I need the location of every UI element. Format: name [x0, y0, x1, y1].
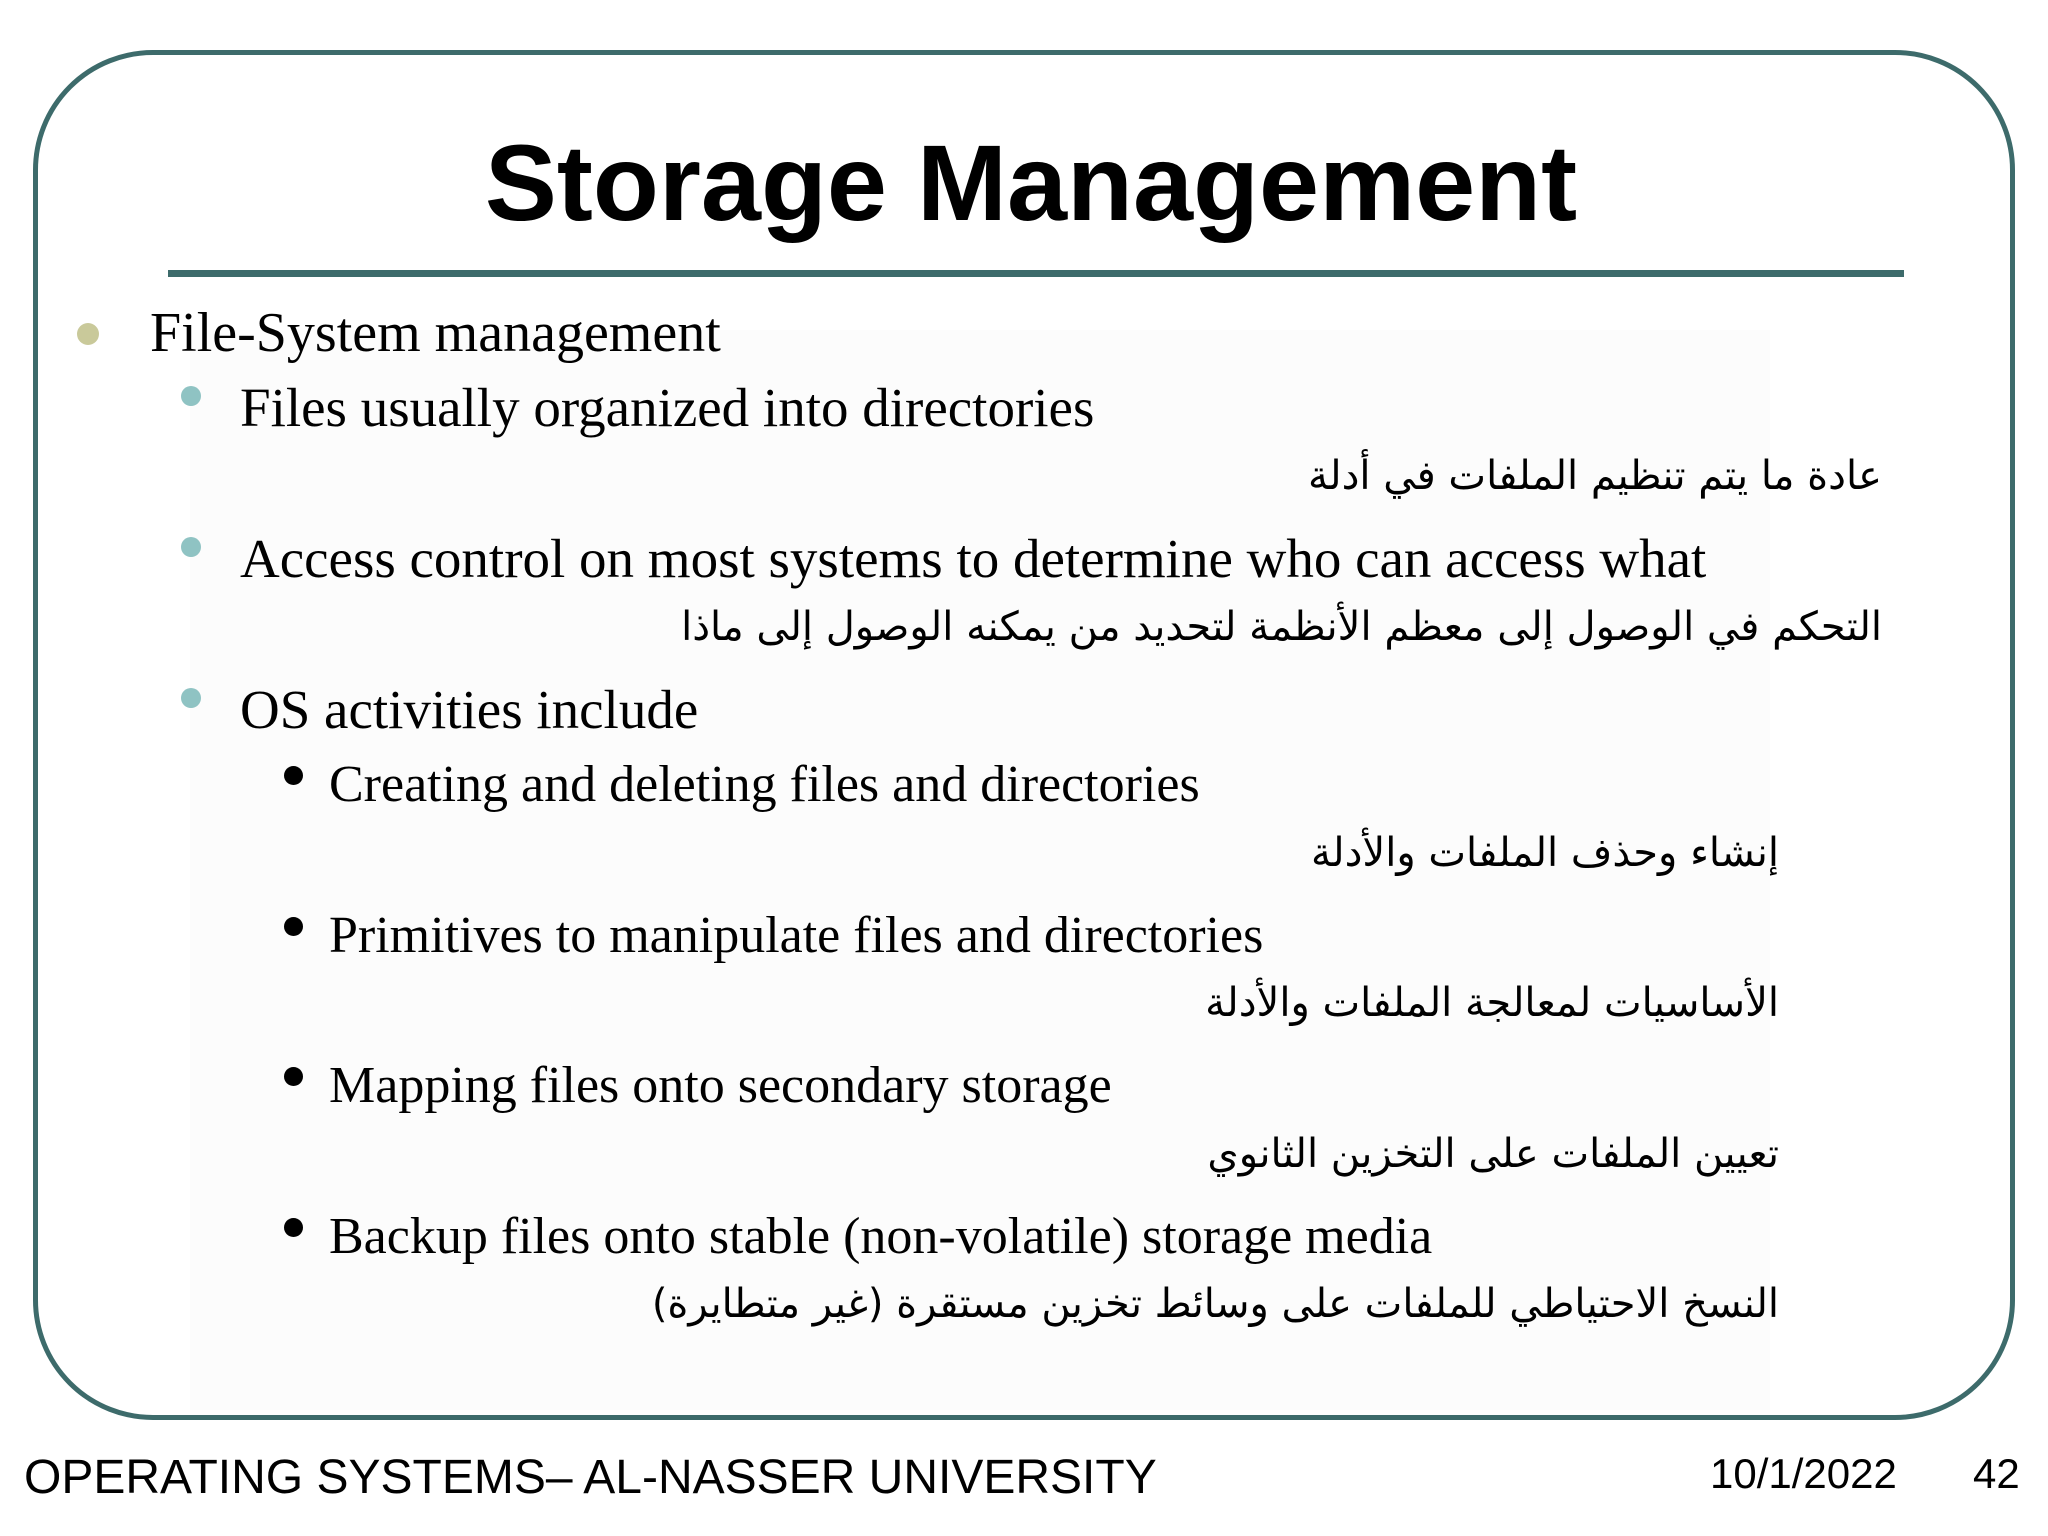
title-divider — [168, 270, 1904, 277]
bullet-access-control: Access control on most systems to determine who can access what — [240, 528, 1707, 589]
bullet-creating-deleting: Creating and deleting files and directories — [329, 756, 1200, 813]
bullet-level1-text: File-System management — [150, 302, 721, 364]
bullet-primitives: Primitives to manipulate files and directories — [329, 907, 1264, 964]
bullet-files-organized: Files usually organized into directories — [240, 377, 1095, 438]
bullet-level3-icon — [284, 1067, 303, 1086]
bullet-level3-icon — [284, 917, 303, 936]
bullet-backup-files: Backup files onto stable (non-volatile) storage media — [329, 1208, 1433, 1265]
bullet-mapping-files: Mapping files onto secondary storage — [329, 1057, 1112, 1114]
arabic-creating-deleting: إنشاء وحذف الملفات والأدلة — [1310, 830, 1779, 876]
bullet-level1-icon — [77, 323, 99, 345]
footer-course: OPERATING SYSTEMS– AL-NASSER UNIVERSITY — [24, 1451, 1157, 1504]
arabic-backup-files: النسخ الاحتياطي للملفات على وسائط تخزين مستقرة (غير متطايرة) — [651, 1281, 1779, 1327]
bullet-level3-icon — [284, 1218, 303, 1237]
arabic-mapping-files: تعيين الملفات على التخزين الثانوي — [1207, 1131, 1779, 1177]
bullet-level2-icon — [181, 386, 201, 406]
bullet-level2-icon — [181, 688, 201, 708]
footer-date: 10/1/2022 — [1710, 1450, 1897, 1497]
slide-title: Storage Management — [484, 122, 1578, 243]
bullet-level3-icon — [284, 766, 303, 785]
bullet-level2-icon — [181, 537, 201, 557]
arabic-primitives: الأساسيات لمعالجة الملفات والأدلة — [1205, 980, 1779, 1026]
arabic-access-control: التحكم في الوصول إلى معظم الأنظمة لتحديد من يمكنه الوصول إلى ماذا — [681, 604, 1882, 650]
bullet-os-activities: OS activities include — [240, 679, 699, 740]
slide-number: 42 — [1973, 1450, 2020, 1497]
arabic-files-organized: عادة ما يتم تنظيم الملفات في أدلة — [1307, 453, 1882, 499]
